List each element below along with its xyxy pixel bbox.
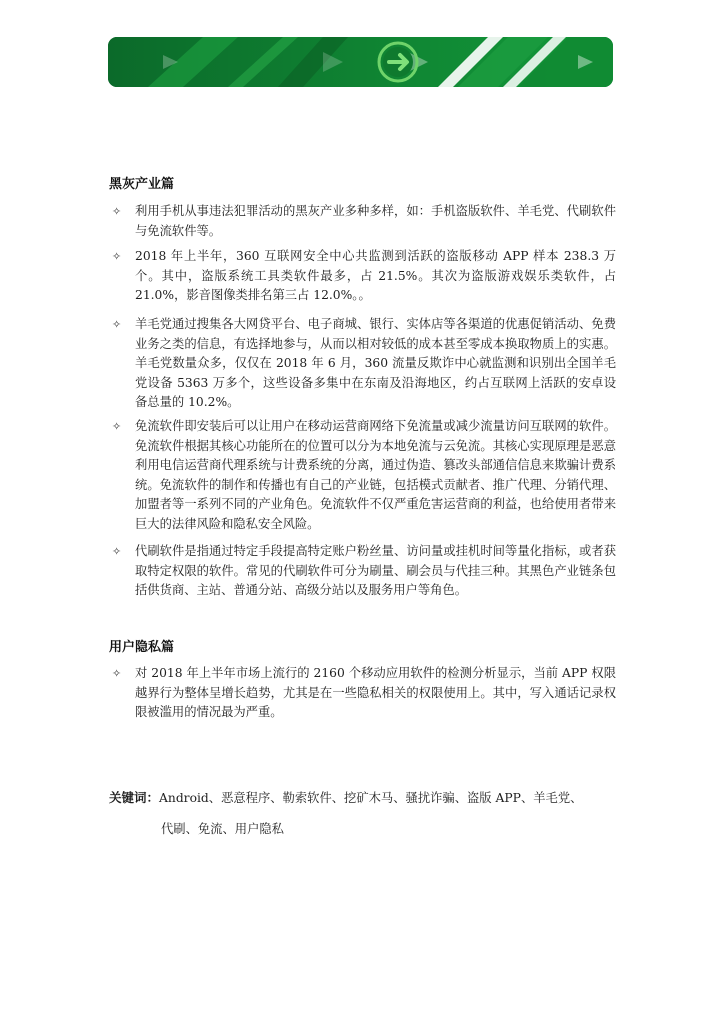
- bullet-diamond-icon: ✧: [112, 205, 122, 218]
- paragraph-text: 对 2018 年上半年市场上流行的 2160 个移动应用软件的检测分析显示，当前 APP 权限越界行为整体呈增长趋势，尤其是在一些隐私相关的权限使用上。其中，写入通话记录权限被滥用的情况最为严重。: [135, 666, 616, 720]
- arrow-right-circle-icon: [108, 37, 613, 87]
- paragraph-text: 代刷软件是指通过特定手段提高特定账户粉丝量、访问量或挂机时间等量化指标，或者获取特定权限的软件。常见的代刷软件可分为刷量、刷会员与代挂三种。其黑色产业链条包括供货商、主站、普通分站、高级分站以及服务用户等角色。: [135, 544, 616, 598]
- bullet-diamond-icon: ✧: [112, 667, 122, 680]
- keywords-label: 关键词：: [109, 790, 160, 805]
- list-item: [112, 315, 616, 413]
- keywords-line2: 代刷、免流、用户隐私: [161, 822, 284, 836]
- list-item: [112, 202, 616, 241]
- paragraph-text: 羊毛党通过搜集各大网贷平台、电子商城、银行、实体店等各渠道的优惠促销活动、免费业务之类的信息，有选择地参与，从而以相对较低的成本甚至零成本换取物质上的实惠。羊毛党数量众多，仅仅在 2018 年 6 月，360 流量反欺诈中心就监测和识别出全国羊毛党设备 5363 万多个，这些设备多集中在东南及沿海地区，约占互联网上活跃的安卓设备总量的 10.2%。: [135, 317, 616, 410]
- paragraph-text: 免流软件即安装后可以让用户在移动运营商网络下免流量或减少流量访问互联网的软件。免流软件根据其核心功能所在的位置可以分为本地免流与云免流。其核心实现原理是恶意利用电信运营商代理系统与计费系统的分离，通过伪造、篡改头部通信信息来欺骗计费系统。免流软件的制作和传播也有自己的产业链，包括模式贡献者、推广代理、分销代理、加盟者等一系列不同的产业角色。免流软件不仅严重危害运营商的利益，也给使用者带来巨大的法律风险和隐私安全风险。: [135, 419, 616, 531]
- section-title-user-privacy: 用户隐私篇: [109, 640, 175, 655]
- list-item: [112, 247, 616, 306]
- list-item: [112, 664, 616, 723]
- list-item: [112, 542, 616, 601]
- paragraph-text: 利用手机从事违法犯罪活动的黑灰产业多种多样，如：手机盗版软件、羊毛党、代刷软件与免流软件等。: [135, 204, 616, 238]
- keywords-block: [109, 788, 619, 839]
- header-banner: [108, 37, 613, 87]
- list-item: [112, 417, 616, 535]
- keywords-line1: Android、恶意程序、勒索软件、挖矿木马、骚扰诈骗、盗版 APP、羊毛党、: [159, 791, 583, 805]
- bullet-diamond-icon: ✧: [112, 250, 122, 263]
- bullet-diamond-icon: ✧: [112, 545, 122, 558]
- paragraph-text: 2018 年上半年，360 互联网安全中心共监测到活跃的盗版移动 APP 样本 238.3 万个。其中，盗版系统工具类软件最多，占 21.5%。其次为盗版游戏娱乐类软件，占 21.0%，影音图像类排名第三占 12.0%。。: [135, 249, 616, 303]
- section-title-black-gray-industry: 黑灰产业篇: [109, 177, 175, 192]
- bullet-diamond-icon: ✧: [112, 420, 122, 433]
- bullet-diamond-icon: ✧: [112, 318, 122, 331]
